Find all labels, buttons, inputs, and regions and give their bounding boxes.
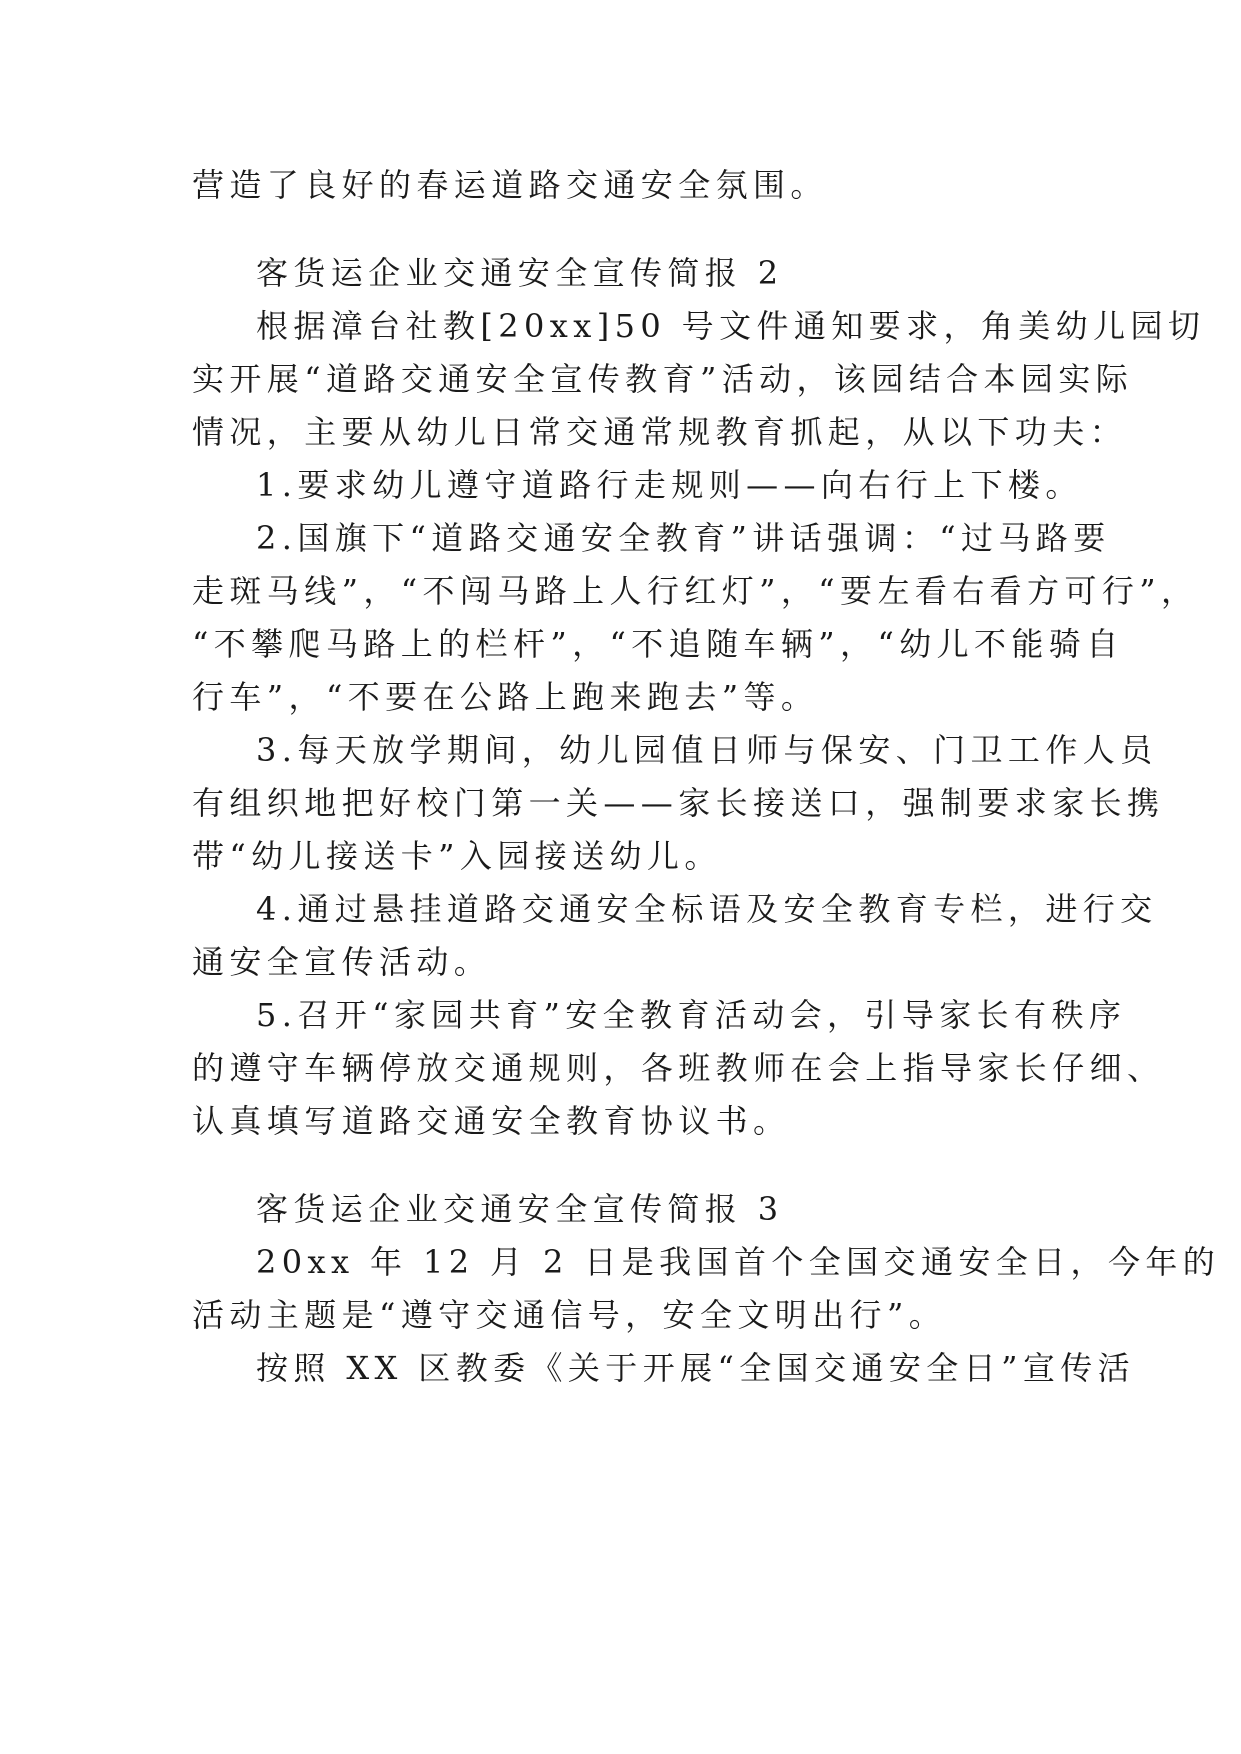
list-item-1: 1.要求幼儿遵守道路行走规则——向右行上下楼。 xyxy=(256,466,1083,504)
text-line-8: 走斑马线”，“不闯马路上人行红灯”，“要左看右看方可行”， xyxy=(192,572,1199,610)
text-line-10: 行车”，“不要在公路上跑来跑去”等。 xyxy=(192,678,819,716)
list-item-3: 3.每天放学期间，幼儿园值日师与保安、门卫工作人员 xyxy=(256,731,1158,769)
text-line-21: 活动主题是“遵守交通信号，安全文明出行”。 xyxy=(192,1296,947,1334)
text-line-4: 实开展“道路交通安全宣传教育”活动，该园结合本园实际 xyxy=(192,360,1134,398)
text-line-17: 的遵守车辆停放交通规则，各班教师在会上指导家长仔细、 xyxy=(192,1049,1165,1087)
text-line-18: 认真填写道路交通安全教育协议书。 xyxy=(192,1102,791,1140)
text-line-3: 根据漳台社教[20xx]50 号文件通知要求，角美幼儿园切 xyxy=(256,307,1206,345)
text-line-20: 20xx 年 12 月 2 日是我国首个全国交通安全日，今年的 xyxy=(256,1243,1221,1281)
text-line-13: 带“幼儿接送卡”入园接送幼儿。 xyxy=(192,837,722,875)
section-heading-3: 客货运企业交通安全宣传简报 3 xyxy=(256,1190,784,1228)
text-line-1: 营造了良好的春运道路交通安全氛围。 xyxy=(192,166,828,204)
list-item-4: 4.通过悬挂道路交通安全标语及安全教育专栏，进行交 xyxy=(256,890,1158,928)
section-heading-2: 客货运企业交通安全宣传简报 2 xyxy=(256,254,784,292)
list-item-5: 5.召开“家园共育”安全教育活动会，引导家长有秩序 xyxy=(256,996,1127,1034)
text-line-15: 通安全宣传活动。 xyxy=(192,943,492,981)
text-line-9: “不攀爬马路上的栏杆”，“不追随车辆”，“幼儿不能骑自 xyxy=(192,625,1124,663)
list-item-2: 2.国旗下“道路交通安全教育”讲话强调：“过马路要 xyxy=(256,519,1111,557)
text-line-22: 按照 XX 区教委《关于开展“全国交通安全日”宣传活 xyxy=(256,1349,1136,1387)
text-line-12: 有组织地把好校门第一关——家长接送口，强制要求家长携 xyxy=(192,784,1165,822)
text-line-5: 情况，主要从幼儿日常交通常规教育抓起，从以下功夫： xyxy=(192,413,1128,451)
